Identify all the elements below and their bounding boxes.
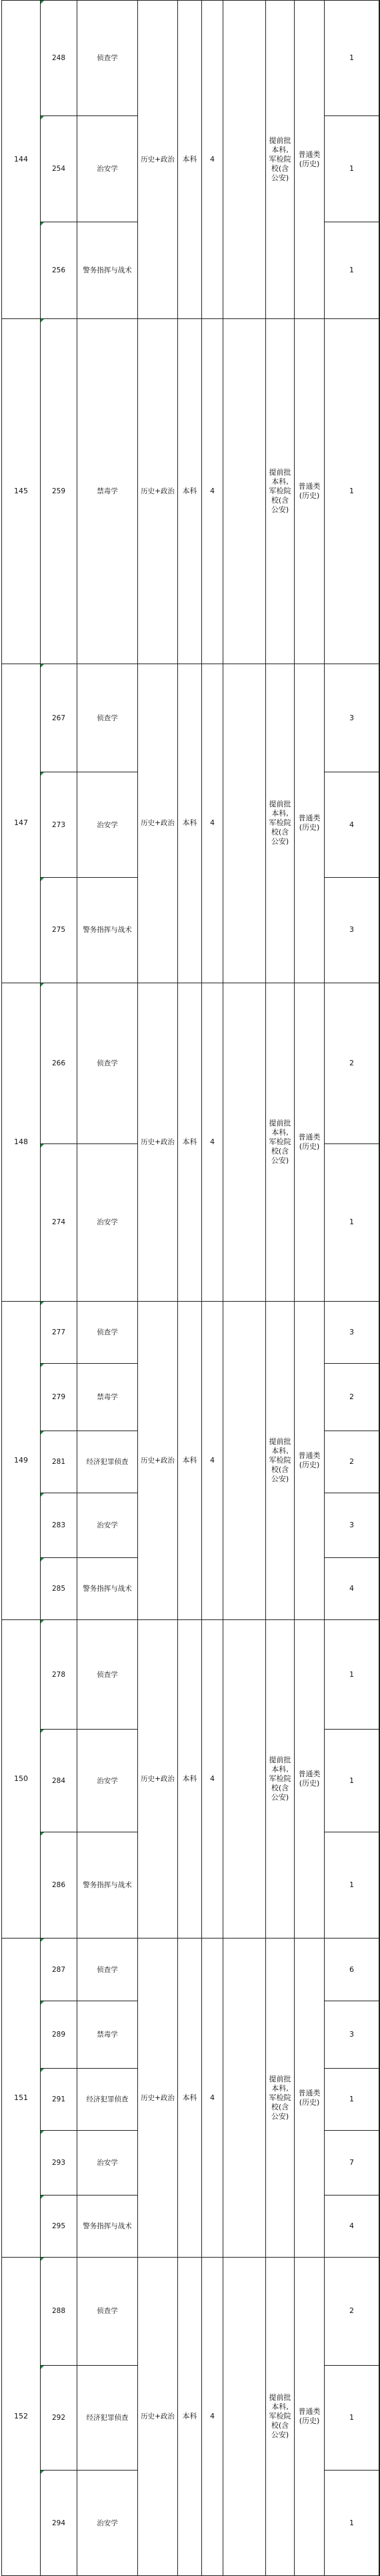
admissions-table-page	[1, 0, 379, 2576]
major-name: 侦查学	[77, 1301, 138, 1363]
subject-requirement: 历史+政治	[138, 983, 178, 1301]
study-years: 4	[202, 2257, 223, 2575]
major-code: 277	[41, 1301, 77, 1363]
major-code: 279	[41, 1363, 77, 1431]
cell-marker-icon	[41, 1832, 44, 1836]
major-name: 警务指挥与战术	[77, 877, 138, 983]
major-name: 治安学	[77, 116, 138, 222]
group-code: 144	[2, 1, 41, 319]
group-code: 151	[2, 1939, 41, 2257]
plan-count: 3	[325, 877, 379, 983]
group-code: 145	[2, 319, 41, 664]
major-code: 284	[41, 1729, 77, 1832]
subject-requirement: 历史+政治	[138, 1, 178, 319]
cell-marker-icon	[41, 983, 44, 987]
cell-marker-icon	[41, 1620, 44, 1623]
subject-requirement: 历史+政治	[138, 1301, 178, 1619]
major-code: 288	[41, 2257, 77, 2365]
cell-marker-icon	[41, 2366, 44, 2369]
subject-requirement: 历史+政治	[138, 1939, 178, 2257]
education-level: 本科	[178, 983, 202, 1301]
major-name: 警务指挥与战术	[77, 1558, 138, 1620]
cell-marker-icon	[41, 664, 44, 668]
major-name: 警务指挥与战术	[77, 2195, 138, 2257]
major-name: 警务指挥与战术	[77, 222, 138, 319]
plan-count: 4	[325, 1558, 379, 1620]
major-name: 经济犯罪侦查	[77, 2068, 138, 2130]
cell-marker-icon	[41, 1558, 44, 1561]
major-name: 侦查学	[77, 664, 138, 772]
plan-count: 1	[325, 1143, 379, 1301]
major-code: 292	[41, 2365, 77, 2471]
major-code: 294	[41, 2471, 77, 2576]
subject-requirement: 历史+政治	[138, 1620, 178, 1939]
group-code: 150	[2, 1620, 41, 1939]
table-row	[2, 983, 379, 1143]
admission-batch: 提前批本科,军检院校(含公安)	[266, 319, 295, 664]
education-level: 本科	[178, 319, 202, 664]
education-level: 本科	[178, 2257, 202, 2575]
table-row	[2, 319, 379, 664]
major-name: 治安学	[77, 2130, 138, 2195]
major-code: 259	[41, 319, 77, 664]
plan-count: 2	[325, 983, 379, 1143]
cell-marker-icon	[41, 2001, 44, 2005]
major-name: 侦查学	[77, 2257, 138, 2365]
education-level: 本科	[178, 1939, 202, 2257]
subject-requirement: 历史+政治	[138, 2257, 178, 2575]
exam-category: 普通类(历史)	[295, 1939, 325, 2257]
major-code: 289	[41, 2001, 77, 2068]
major-code: 254	[41, 116, 77, 222]
admission-batch: 提前批本科,军检院校(含公安)	[266, 1939, 295, 2257]
admission-batch: 提前批本科,军检院校(含公安)	[266, 1301, 295, 1619]
study-years: 4	[202, 664, 223, 983]
plan-count: 2	[325, 2257, 379, 2365]
plan-count: 6	[325, 1939, 379, 2001]
education-level: 本科	[178, 1620, 202, 1939]
empty-cell	[223, 1, 266, 319]
plan-count: 3	[325, 2001, 379, 2068]
study-years: 4	[202, 319, 223, 664]
admission-batch: 提前批本科,军检院校(含公安)	[266, 2257, 295, 2575]
admissions-table	[1, 0, 380, 2576]
major-name: 经济犯罪侦查	[77, 1431, 138, 1493]
cell-marker-icon	[41, 2196, 44, 2199]
major-code: 281	[41, 1431, 77, 1493]
cell-marker-icon	[41, 1, 44, 4]
admission-batch: 提前批本科,军检院校(含公安)	[266, 664, 295, 983]
cell-marker-icon	[41, 1730, 44, 1733]
major-name: 禁毒学	[77, 1363, 138, 1431]
major-name: 禁毒学	[77, 319, 138, 664]
table-row	[2, 1939, 379, 2001]
major-code: 291	[41, 2068, 77, 2130]
empty-cell	[223, 1301, 266, 1619]
plan-count: 1	[325, 1, 379, 116]
empty-cell	[223, 1939, 266, 2257]
cell-marker-icon	[41, 1364, 44, 1367]
group-code: 152	[2, 2257, 41, 2575]
major-name: 经济犯罪侦查	[77, 2365, 138, 2471]
major-code: 248	[41, 1, 77, 116]
major-name: 治安学	[77, 1143, 138, 1301]
plan-count: 1	[325, 1620, 379, 1730]
exam-category: 普通类(历史)	[295, 1301, 325, 1619]
major-code: 287	[41, 1939, 77, 2001]
education-level: 本科	[178, 664, 202, 983]
cell-marker-icon	[41, 1144, 44, 1147]
table-row	[2, 1, 379, 116]
subject-requirement: 历史+政治	[138, 319, 178, 664]
exam-category: 普通类(历史)	[295, 1, 325, 319]
exam-category: 普通类(历史)	[295, 983, 325, 1301]
cell-marker-icon	[41, 2131, 44, 2134]
major-code: 293	[41, 2130, 77, 2195]
plan-count: 2	[325, 1363, 379, 1431]
admission-batch: 提前批本科,军检院校(含公安)	[266, 1, 295, 319]
plan-count: 1	[325, 222, 379, 319]
major-code: 278	[41, 1620, 77, 1730]
cell-marker-icon	[41, 772, 44, 776]
major-code: 295	[41, 2195, 77, 2257]
plan-count: 3	[325, 1493, 379, 1558]
table-row	[2, 1620, 379, 1730]
major-code: 273	[41, 772, 77, 878]
plan-count: 3	[325, 664, 379, 772]
major-code: 256	[41, 222, 77, 319]
plan-count: 1	[325, 2068, 379, 2130]
major-code: 285	[41, 1558, 77, 1620]
plan-count: 1	[325, 116, 379, 222]
exam-category: 普通类(历史)	[295, 1620, 325, 1939]
major-name: 治安学	[77, 1729, 138, 1832]
study-years: 4	[202, 1, 223, 319]
table-row	[2, 664, 379, 772]
study-years: 4	[202, 1939, 223, 2257]
major-name: 侦查学	[77, 1, 138, 116]
admission-batch: 提前批本科,军检院校(含公安)	[266, 1620, 295, 1939]
cell-marker-icon	[41, 1493, 44, 1497]
empty-cell	[223, 2257, 266, 2575]
cell-marker-icon	[41, 2258, 44, 2261]
major-name: 治安学	[77, 1493, 138, 1558]
cell-marker-icon	[41, 116, 44, 119]
plan-count: 3	[325, 1301, 379, 1363]
major-code: 274	[41, 1143, 77, 1301]
admission-batch: 提前批本科,军检院校(含公安)	[266, 983, 295, 1301]
cell-marker-icon	[41, 878, 44, 881]
plan-count: 4	[325, 2195, 379, 2257]
study-years: 4	[202, 983, 223, 1301]
major-code: 286	[41, 1832, 77, 1939]
major-code: 266	[41, 983, 77, 1143]
table-row	[2, 1301, 379, 1363]
major-name: 治安学	[77, 772, 138, 878]
group-code: 147	[2, 664, 41, 983]
cell-marker-icon	[41, 2069, 44, 2072]
cell-marker-icon	[41, 1431, 44, 1435]
plan-count: 2	[325, 1431, 379, 1493]
major-name: 侦查学	[77, 983, 138, 1143]
major-name: 禁毒学	[77, 2001, 138, 2068]
cell-marker-icon	[41, 222, 44, 226]
plan-count: 4	[325, 772, 379, 878]
group-code: 148	[2, 983, 41, 1301]
study-years: 4	[202, 1620, 223, 1939]
subject-requirement: 历史+政治	[138, 664, 178, 983]
plan-count: 1	[325, 2365, 379, 2471]
plan-count: 7	[325, 2130, 379, 2195]
empty-cell	[223, 983, 266, 1301]
cell-marker-icon	[41, 1302, 44, 1305]
major-code: 267	[41, 664, 77, 772]
major-name: 侦查学	[77, 1939, 138, 2001]
group-code: 149	[2, 1301, 41, 1619]
plan-count: 1	[325, 1729, 379, 1832]
education-level: 本科	[178, 1301, 202, 1619]
plan-count: 1	[325, 1832, 379, 1939]
empty-cell	[223, 1620, 266, 1939]
empty-cell	[223, 664, 266, 983]
major-name: 侦查学	[77, 1620, 138, 1730]
major-name: 警务指挥与战术	[77, 1832, 138, 1939]
cell-marker-icon	[41, 1939, 44, 1942]
table-row	[2, 2257, 379, 2365]
exam-category: 普通类(历史)	[295, 2257, 325, 2575]
plan-count: 1	[325, 2471, 379, 2576]
cell-marker-icon	[41, 319, 44, 322]
plan-count: 1	[325, 319, 379, 664]
exam-category: 普通类(历史)	[295, 664, 325, 983]
cell-marker-icon	[41, 2471, 44, 2474]
empty-cell	[223, 319, 266, 664]
study-years: 4	[202, 1301, 223, 1619]
major-name: 治安学	[77, 2471, 138, 2576]
major-code: 275	[41, 877, 77, 983]
education-level: 本科	[178, 1, 202, 319]
exam-category: 普通类(历史)	[295, 319, 325, 664]
major-code: 283	[41, 1493, 77, 1558]
